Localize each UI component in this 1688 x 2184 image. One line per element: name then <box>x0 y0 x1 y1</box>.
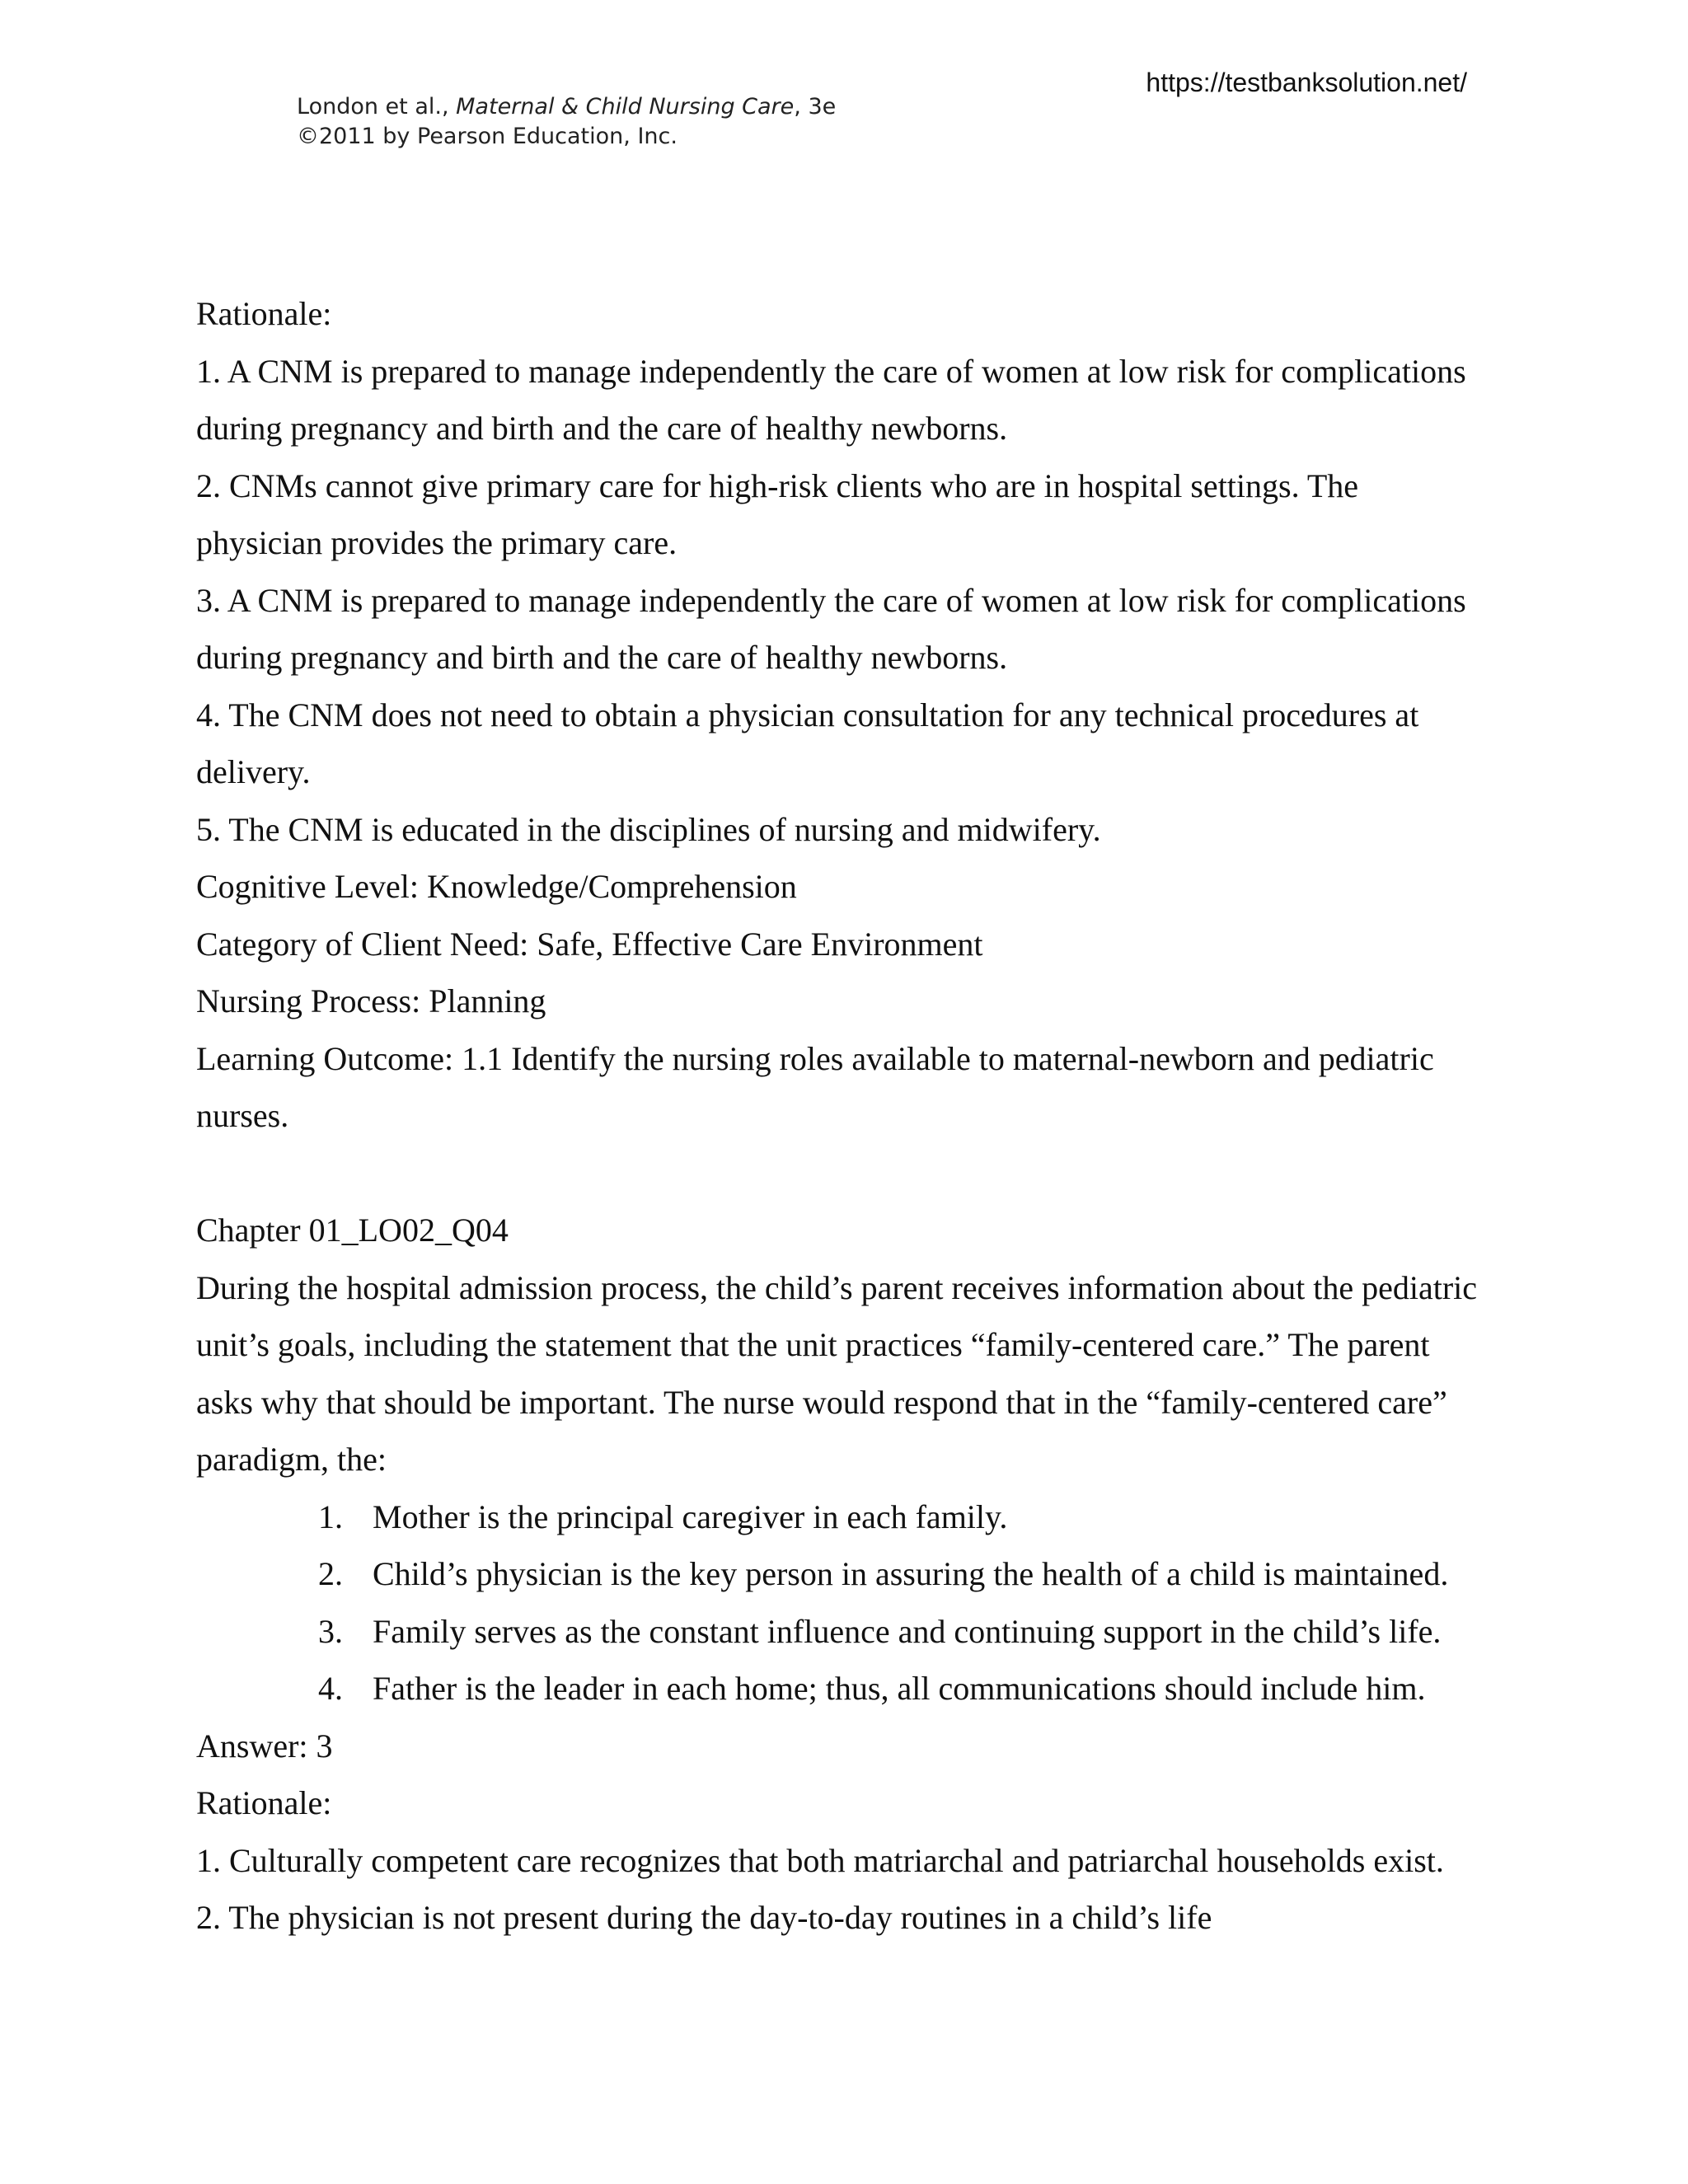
answer-option <box>196 1660 1515 1718</box>
answer-option <box>196 1545 1515 1603</box>
source-url: https://testbanksolution.net/ <box>1146 68 1467 97</box>
copyright-line: ©2011 by Pearson Education, Inc. <box>297 124 678 149</box>
rationale-line: 1. Culturally competent care recognizes that both matriarchal and patriarchal households exist. <box>196 1841 1444 1879</box>
option-number: 3. <box>318 1612 343 1650</box>
running-head <box>297 92 836 152</box>
spacer <box>196 1145 1515 1202</box>
rationale-line: 1. A CNM is prepared to manage independently the care of women at low risk for complications <box>196 352 1466 390</box>
citation-authors: London et al., <box>297 94 449 120</box>
option-number: 4. <box>318 1670 343 1707</box>
book-title: Maternal & Child Nursing Care <box>456 94 795 120</box>
citation-line <box>297 92 836 122</box>
option-number: 2. <box>318 1555 343 1592</box>
answer-key: Answer: 3 <box>196 1727 333 1765</box>
nursing-process: Nursing Process: Planning <box>196 982 546 1019</box>
cognitive-level: Cognitive Level: Knowledge/Comprehension <box>196 868 797 905</box>
learning-outcome: Learning Outcome: 1.1 Identify the nursing roles available to maternal-newborn and pediatric <box>196 1039 1434 1077</box>
option-text: Father is the leader in each home; thus, all communications should include him. <box>373 1670 1426 1707</box>
rationale-line: during pregnancy and birth and the care of healthy newborns. <box>196 639 1008 676</box>
client-need-category: Category of Client Need: Safe, Effective Care Environment <box>196 925 983 963</box>
rationale-heading: Rationale: <box>196 295 332 332</box>
question-stem-line: During the hospital admission process, the child’s parent receives information about the pediatric <box>196 1268 1478 1306</box>
question-stem-line: paradigm, the: <box>196 1441 387 1478</box>
answer-options <box>196 1488 1515 1718</box>
option-text: Family serves as the constant influence and continuing support in the child’s life. <box>373 1612 1442 1650</box>
rationale-line: 5. The CNM is educated in the disciplines of nursing and midwifery. <box>196 810 1101 848</box>
question-id: Chapter 01_LO02_Q04 <box>196 1212 509 1249</box>
rationale-line: 2. The physician is not present during the day-to-day routines in a child’s life <box>196 1899 1212 1936</box>
book-edition: , 3e <box>794 94 837 120</box>
question-stem-line: unit’s goals, including the statement that the unit practices “family-centered care.” The parent <box>196 1326 1430 1363</box>
rationale-heading: Rationale: <box>196 1784 332 1821</box>
option-text: Mother is the principal caregiver in each family. <box>373 1497 1008 1535</box>
learning-outcome: nurses. <box>196 1097 289 1134</box>
option-number: 1. <box>318 1497 343 1535</box>
question-block <box>196 1202 1515 1947</box>
rationale-line: 4. The CNM does not need to obtain a physician consultation for any technical procedures at <box>196 696 1419 733</box>
rationale-line: physician provides the primary care. <box>196 524 678 561</box>
answer-option <box>196 1488 1515 1546</box>
option-text: Child’s physician is the key person in assuring the health of a child is maintained. <box>373 1555 1449 1592</box>
rationale-line: delivery. <box>196 753 311 790</box>
previous-question-rationale <box>196 285 1515 1145</box>
answer-option <box>196 1603 1515 1661</box>
page-content <box>196 285 1515 1947</box>
rationale-line: 2. CNMs cannot give primary care for high-risk clients who are in hospital settings. The <box>196 466 1359 504</box>
rationale-line: 3. A CNM is prepared to manage independently the care of women at low risk for complications <box>196 581 1466 619</box>
rationale-line: during pregnancy and birth and the care of healthy newborns. <box>196 410 1008 447</box>
question-stem-line: asks why that should be important. The nurse would respond that in the “family-centered care” <box>196 1383 1447 1421</box>
